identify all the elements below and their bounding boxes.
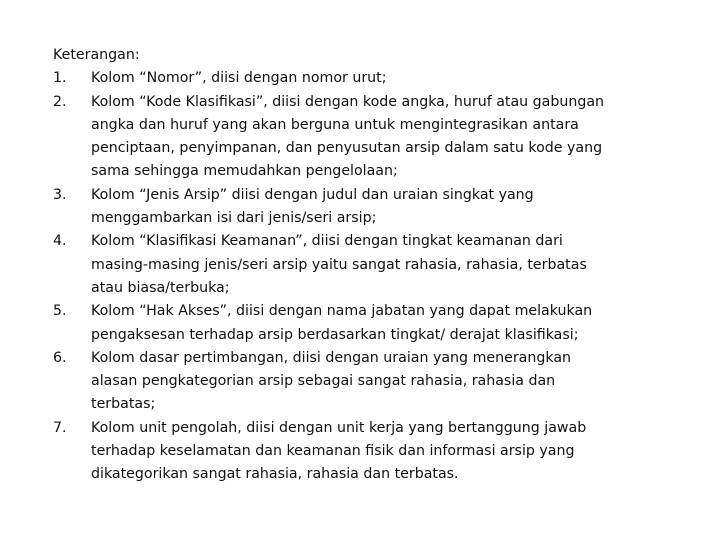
list-item-text: Kolom unit pengolah, diisi dengan unit kerja yang bertanggung jawab terhadap keselamatan dan keamanan fisik dan informasi arsip yang dikategorikan sangat rahasia, rahasia dan terbatas.	[91, 419, 587, 483]
list-item-text: Kolom “Hak Akses”, diisi dengan nama jabatan yang dapat melakukan pengaksesan terhadap arsip berdasarkan tingkat/ derajat klasifikasi;	[91, 303, 593, 343]
list-item-text: Kolom “Jenis Arsip” diisi dengan judul dan uraian singkat yang menggambarkan isi dari jenis/seri arsip;	[91, 186, 534, 227]
list-item	[53, 91, 680, 184]
list-item-number: 2.	[53, 93, 67, 110]
list-item	[53, 67, 680, 90]
list-item	[53, 230, 680, 300]
list-item-number: 3.	[53, 186, 67, 203]
list-item-number: 7.	[53, 419, 67, 436]
list-item-number: 4.	[53, 233, 67, 250]
list-item-text: Kolom dasar pertimbangan, diisi dengan uraian yang menerangkan alasan pengkategorian arsip sebagai sangat rahasia, rahasia dan terbatas;	[91, 349, 572, 413]
notes-list	[53, 67, 680, 486]
list-item-text: Kolom “Kode Klasifikasi”, diisi dengan kode angka, huruf atau gabungan angka dan huruf yang akan berguna untuk mengintegrasikan antara penciptaan, penyimpanan, dan penyusutan arsip dalam satu kode yang sama sehingga memudahkan pengelolaan;	[91, 93, 605, 180]
list-item-text: Kolom “Nomor”, diisi dengan nomor urut;	[91, 70, 387, 87]
list-item-number: 6.	[53, 349, 67, 366]
list-item-text: Kolom “Klasifikasi Keamanan”, diisi dengan tingkat keamanan dari masing-masing jenis/seri arsip yaitu sangat rahasia, rahasia, terbatas atau biasa/terbuka;	[91, 233, 587, 296]
list-item-number: 1.	[53, 70, 67, 87]
list-item-number: 5.	[53, 303, 67, 320]
list-item	[53, 347, 680, 417]
notes-heading: Keterangan:	[53, 47, 140, 63]
list-item	[53, 184, 680, 231]
list-item	[53, 300, 680, 347]
list-item	[53, 417, 680, 487]
